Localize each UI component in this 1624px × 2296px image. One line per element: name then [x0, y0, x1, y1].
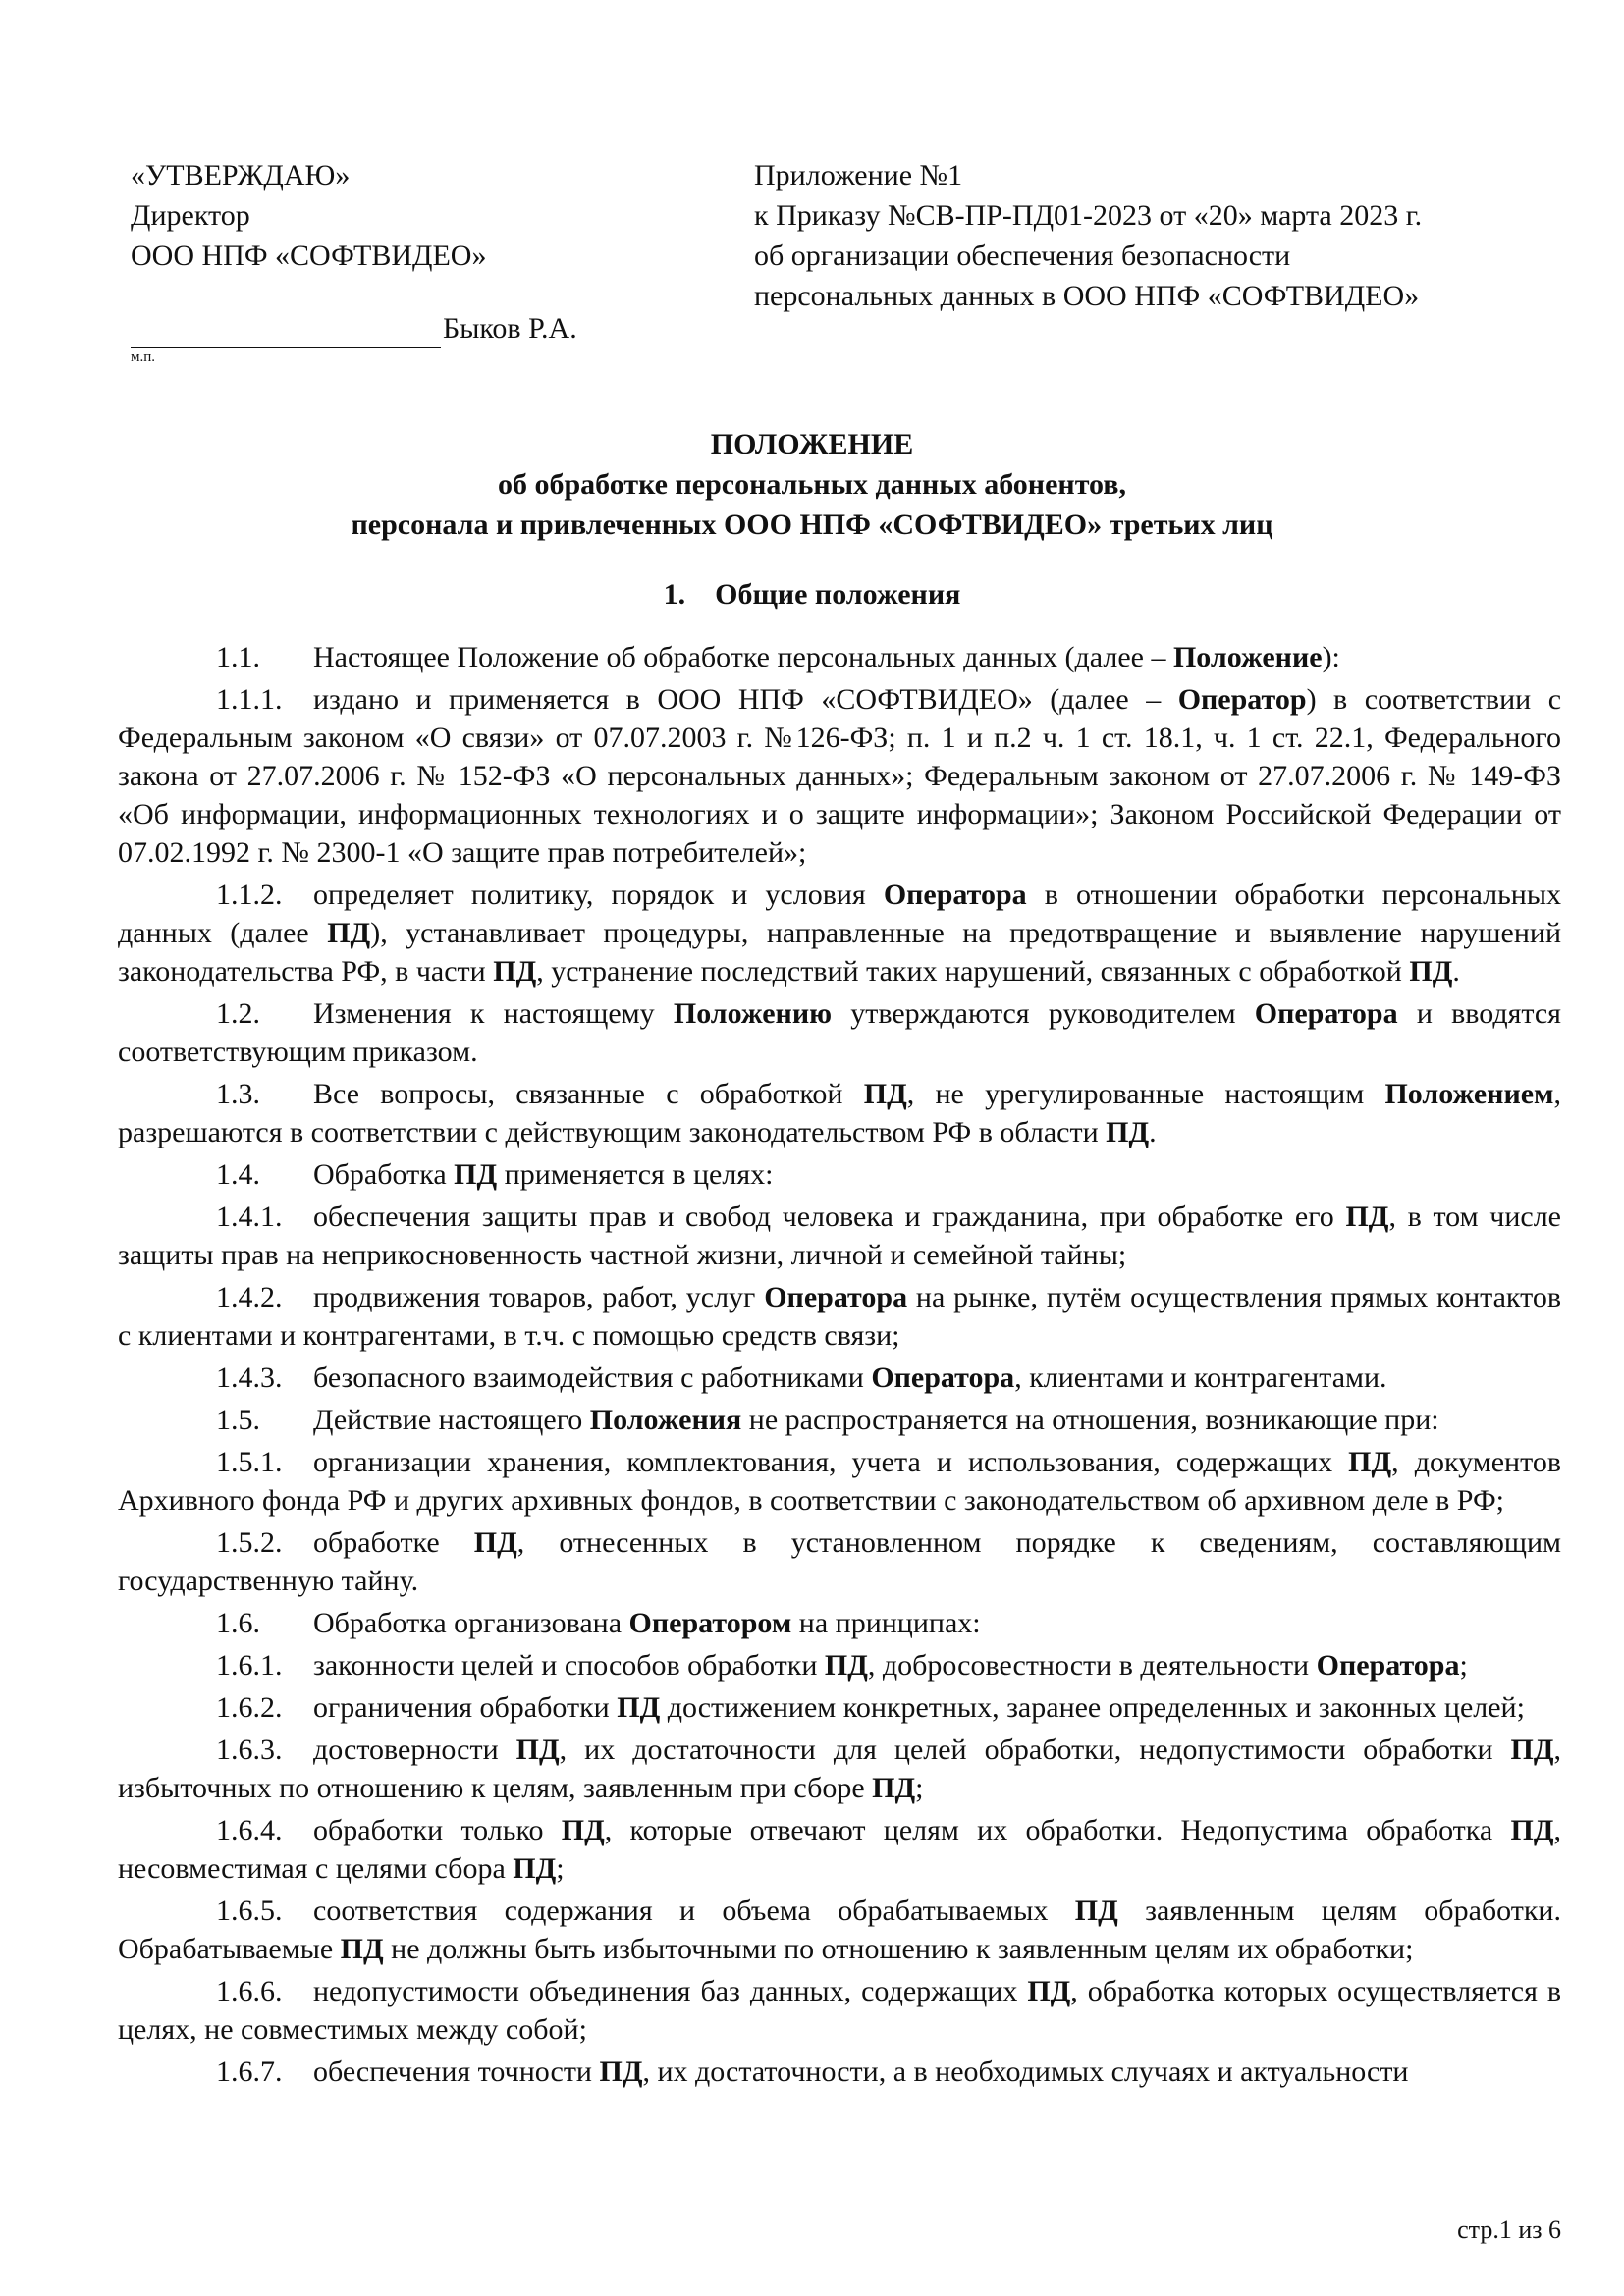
- title-line-1: ПОЛОЖЕНИЕ: [710, 428, 914, 460]
- clause-number: 1.6.6.: [216, 1975, 283, 2007]
- clause-text: , несовместимая с целями сбора: [118, 1814, 1561, 1885]
- clause-term: ПД: [1345, 1201, 1389, 1233]
- clause-term: Оператора: [1254, 997, 1398, 1030]
- clause-paragraph: [118, 2053, 1561, 2091]
- clause-number: 1.6.2.: [216, 1691, 283, 1724]
- clause-term: ПД: [1027, 1975, 1071, 2007]
- clause-term: Оператором: [628, 1607, 792, 1639]
- clause-number: 1.4.2.: [216, 1281, 283, 1313]
- clause-text: .: [1452, 955, 1460, 988]
- clause-text: обработки только: [313, 1814, 562, 1846]
- clause-paragraph: [118, 1075, 1561, 1151]
- clause-text: , обработка которых осуществляется в целях, не совместимых между собой;: [118, 1975, 1561, 2046]
- clause-text: организации хранения, комплектования, учета и использования, содержащих: [313, 1446, 1349, 1478]
- appendix-subject-1: об организации обеспечения безопасности: [754, 240, 1291, 272]
- clause-term: Положению: [673, 997, 833, 1030]
- appendix-order-ref: к Приказу №СВ-ПР-ПД01-2023 от «20» марта 2023 г.: [754, 199, 1423, 232]
- clause-term: Оператора: [1316, 1649, 1460, 1682]
- clause-term: ПД: [863, 1078, 907, 1110]
- clause-term: Оператора: [764, 1281, 908, 1313]
- clause-text: , их достаточности для целей обработки, недопустимости обработки: [559, 1734, 1511, 1766]
- clause-text: продвижения товаров, работ, услуг: [313, 1281, 765, 1313]
- clause-text: , документов Архивного фонда РФ и других архивных фондов, в соответствии с законодательством об архивном деле в РФ;: [118, 1446, 1561, 1517]
- clause-paragraph: [118, 1443, 1561, 1520]
- clause-text: , не урегулированные настоящим: [906, 1078, 1385, 1110]
- clause-term: ПД: [454, 1158, 498, 1191]
- clause-term: ПД: [340, 1933, 384, 1965]
- clause-term: ПД: [473, 1526, 517, 1559]
- clause-number: 1.2.: [216, 997, 260, 1030]
- clause-text: Настоящее Положение об обработке персональных данных (далее –: [313, 641, 1173, 673]
- clause-paragraph: [118, 1523, 1561, 1600]
- clause-term: Положение: [1172, 641, 1323, 673]
- clause-term: ПД: [327, 917, 371, 949]
- clause-number: 1.5.2.: [216, 1526, 283, 1559]
- clause-text: недопустимости объединения баз данных, содержащих: [313, 1975, 1028, 2007]
- clause-text: Изменения к настоящему: [313, 997, 674, 1030]
- clause-term: ПД: [617, 1691, 661, 1724]
- appendix-subject-2: персональных данных в ООО НПФ «СОФТВИДЕО»: [754, 280, 1420, 312]
- approver-position: Директор: [131, 199, 250, 232]
- signature-rule: [131, 314, 441, 348]
- clause-paragraph: [118, 1688, 1561, 1727]
- clause-term: Оператора: [883, 879, 1027, 911]
- clause-text: законности целей и способов обработки: [313, 1649, 825, 1682]
- clause-text: , в том числе защиты прав на неприкосновенность частной жизни, личной и семейной тайны;: [118, 1201, 1561, 1271]
- clause-text: соответствия содержания и объема обрабатываемых: [313, 1895, 1075, 1927]
- clause-text: , клиентами и контрагентами.: [1014, 1362, 1387, 1394]
- clause-text: , их достаточности, а в необходимых случаях и актуальности: [642, 2056, 1409, 2088]
- clause-term: Оператора: [871, 1362, 1015, 1394]
- clause-term: ПД: [824, 1649, 868, 1682]
- clause-term: ПД: [561, 1814, 605, 1846]
- approval-block: [131, 155, 577, 366]
- clause-text: ;: [556, 1852, 565, 1885]
- clause-term: ПД: [1348, 1446, 1392, 1478]
- clause-text: ограничения обработки: [313, 1691, 618, 1724]
- clause-text: .: [1149, 1116, 1157, 1148]
- title-line-3: персонала и привлеченных ООО НПФ «СОФТВИДЕО» третьих лиц: [351, 508, 1273, 541]
- section-number: 1.: [663, 578, 686, 611]
- clause-paragraph: [118, 1401, 1561, 1439]
- clause-text: Обработка организована: [313, 1607, 629, 1639]
- clause-text: ):: [1322, 641, 1340, 673]
- clause-paragraph: [118, 1892, 1561, 1968]
- clause-text: обработке: [313, 1526, 474, 1559]
- clause-number: 1.3.: [216, 1078, 260, 1110]
- clause-number: 1.1.1.: [216, 683, 283, 716]
- clause-paragraph: [118, 638, 1561, 676]
- clause-text: безопасного взаимодействия с работниками: [313, 1362, 872, 1394]
- clause-text: , которые отвечают целям их обработки. Недопустима обработка: [604, 1814, 1511, 1846]
- clause-text: достоверности: [313, 1734, 516, 1766]
- clause-number: 1.1.: [216, 641, 260, 673]
- clause-term: ПД: [872, 1772, 916, 1804]
- clause-number: 1.6.4.: [216, 1814, 283, 1846]
- clause-term: ПД: [1409, 955, 1453, 988]
- clause-text: заявленным целям обработки. Обрабатываемые: [118, 1895, 1561, 1965]
- clause-paragraph: [118, 1155, 1561, 1194]
- clause-term: ПД: [1106, 1116, 1150, 1148]
- document-body: [118, 638, 1561, 2095]
- clause-paragraph: [118, 680, 1561, 872]
- clause-text: на рынке, путём осуществления прямых контактов с клиентами и контрагентами, в т.ч. с помощью средств связи;: [118, 1281, 1561, 1352]
- clause-number: 1.6.7.: [216, 2056, 283, 2088]
- clause-number: 1.4.3.: [216, 1362, 283, 1394]
- clause-number: 1.6.3.: [216, 1734, 283, 1766]
- clause-term: ПД: [513, 1852, 557, 1885]
- clause-text: , добросовестности в деятельности: [867, 1649, 1317, 1682]
- clause-number: 1.5.1.: [216, 1446, 283, 1478]
- clause-number: 1.5.: [216, 1404, 260, 1436]
- clause-paragraph: [118, 1731, 1561, 1807]
- clause-number: 1.4.1.: [216, 1201, 283, 1233]
- clause-term: ПД: [1510, 1814, 1554, 1846]
- clause-text: применяется в целях:: [497, 1158, 774, 1191]
- clause-paragraph: [118, 994, 1561, 1071]
- clause-text: Действие настоящего: [313, 1404, 590, 1436]
- clause-paragraph: [118, 1646, 1561, 1684]
- signature-line: [131, 308, 577, 348]
- clause-text: обеспечения точности: [313, 2056, 600, 2088]
- clause-term: ПД: [515, 1734, 560, 1766]
- clause-text: издано и применяется в ООО НПФ «СОФТВИДЕО» (далее –: [313, 683, 1178, 716]
- clause-number: 1.4.: [216, 1158, 260, 1191]
- clause-text: и вводятся соответствующим приказом.: [118, 997, 1561, 1068]
- clause-paragraph: [118, 876, 1561, 990]
- clause-term: ПД: [1074, 1895, 1118, 1927]
- clause-text: определяет политику, порядок и условия: [313, 879, 884, 911]
- approval-heading: «УТВЕРЖДАЮ»: [131, 159, 351, 191]
- clause-term: Положением: [1384, 1078, 1554, 1110]
- section-title: Общие положения: [715, 578, 961, 611]
- clause-paragraph: [118, 1811, 1561, 1888]
- clause-term: Оператор: [1177, 683, 1307, 716]
- approver-company: ООО НПФ «СОФТВИДЕО»: [131, 240, 487, 272]
- appendix-block: [754, 155, 1422, 316]
- clause-term: ПД: [493, 955, 537, 988]
- clause-paragraph: [118, 1972, 1561, 2049]
- clause-paragraph: [118, 1604, 1561, 1642]
- clause-text: , отнесенных в установленном порядке к сведениям, составляющим государственную тайну.: [118, 1526, 1561, 1597]
- clause-number: 1.6.5.: [216, 1895, 283, 1927]
- clause-text: на принципах:: [791, 1607, 981, 1639]
- clause-text: ) в соответствии с Федеральным законом «О связи» от 07.07.2003 г. №126-ФЗ; п. 1 и п.2 ч. 1 ст. 18.1, ч. 1 ст. 22.1, Федерального закона от 27.07.2006 г. № 152-ФЗ «О персональных данных»; Федеральным законом от 27.07.2006 г. № 149-ФЗ «Об информации, информационных технологиях и о защите информации»; Законом Российской Федерации от 07.02.1992 г. № 2300-1 «О защите прав потребителей»;: [118, 683, 1562, 869]
- clause-text: Все вопросы, связанные с обработкой: [313, 1078, 864, 1110]
- document-title: [0, 424, 1624, 545]
- clause-text: , устранение последствий таких нарушений, связанных с обработкой: [536, 955, 1410, 988]
- clause-term: Положения: [589, 1404, 742, 1436]
- clause-number: 1.6.: [216, 1607, 260, 1639]
- clause-text: утверждаются руководителем: [832, 997, 1255, 1030]
- signer-name: Быков Р.А.: [443, 312, 577, 345]
- clause-text: не распространяется на отношения, возникающие при:: [741, 1404, 1439, 1436]
- clause-number: 1.1.2.: [216, 879, 283, 911]
- clause-paragraph: [118, 1198, 1561, 1274]
- section-heading: [0, 574, 1624, 614]
- clause-text: ;: [915, 1772, 924, 1804]
- stamp-label: м.п.: [131, 349, 156, 365]
- clause-text: обеспечения защиты прав и свобод человека и гражданина, при обработке его: [313, 1201, 1346, 1233]
- clause-text: достижением конкретных, заранее определенных и законных целей;: [660, 1691, 1525, 1724]
- clause-text: в отношении обработки персональных данных (далее: [118, 879, 1561, 949]
- clause-text: Обработка: [313, 1158, 455, 1191]
- clause-text: , избыточных по отношению к целям, заявленным при сборе: [118, 1734, 1561, 1804]
- clause-text: не должны быть избыточными по отношению к заявленным целям их обработки;: [383, 1933, 1414, 1965]
- clause-text: ;: [1459, 1649, 1468, 1682]
- title-line-2: об обработке персональных данных абонентов,: [498, 468, 1126, 501]
- clause-paragraph: [118, 1278, 1561, 1355]
- clause-text: ), устанавливает процедуры, направленные на предотвращение и выявление нарушений законодательства РФ, в части: [118, 917, 1561, 988]
- clause-term: ПД: [1510, 1734, 1554, 1766]
- clause-term: ПД: [599, 2056, 643, 2088]
- clause-paragraph: [118, 1359, 1561, 1397]
- clause-number: 1.6.1.: [216, 1649, 283, 1682]
- page-number: стр.1 из 6: [1457, 2216, 1561, 2244]
- clause-text: , разрешаются в соответствии с действующим законодательством РФ в области: [118, 1078, 1561, 1148]
- appendix-number: Приложение №1: [754, 159, 963, 191]
